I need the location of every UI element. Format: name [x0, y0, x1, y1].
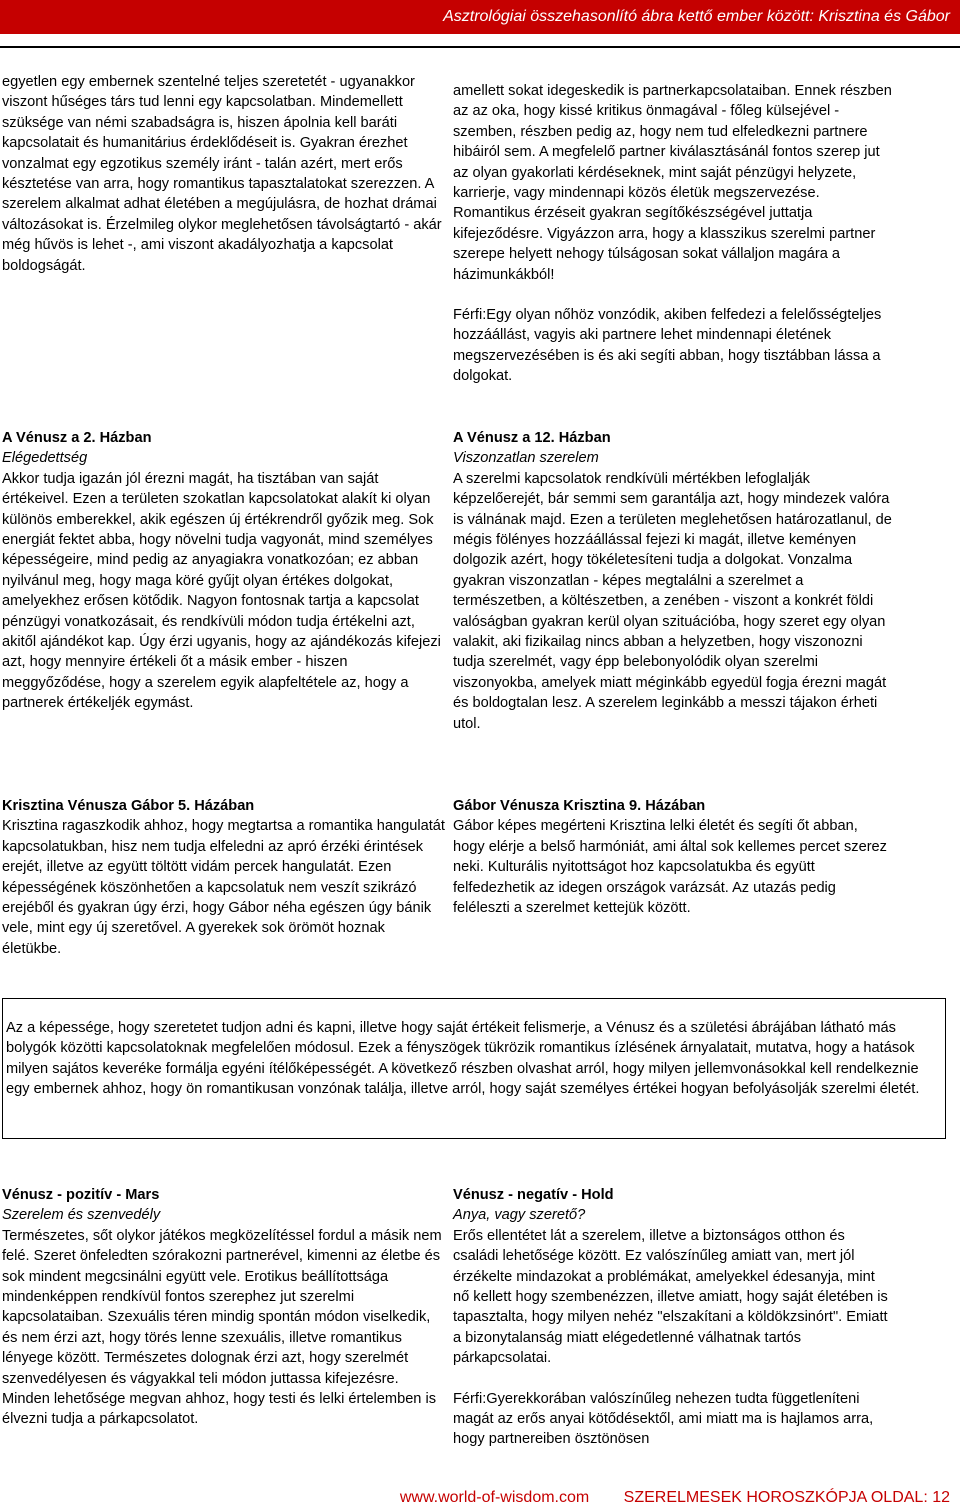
section-heading: Krisztina Vénusza Gábor 5. Házában	[2, 798, 255, 814]
left-intro-block	[2, 72, 446, 276]
section-heading: A Vénusz a 2. Házban	[2, 430, 152, 446]
section-subheading: Elégedettség	[2, 450, 88, 467]
section-heading: Gábor Vénusza Krisztina 9. Házában	[453, 798, 706, 814]
section-heading: Vénusz - pozitív - Mars	[2, 1187, 160, 1203]
venus-aspects-intro-box	[2, 998, 946, 1139]
section-heading: A Vénusz a 12. Házban	[453, 430, 611, 446]
header-divider	[0, 46, 960, 48]
right-intro-text: amellett sokat idegeskedik is partnerkapcsolataiban. Ennek részben az az oka, hogy kissé kritikus önmagával - főleg külsejével - szemben, részben pedig az, hogy nem tud elfeledkezni partnere hibáiról sem. A megfelelő partner kiválasztásánál fontos szerep jut az olyan gyakorlati kérdéseknek, mint saját pénzügyi helyzete, karrierje, vagy mindennapi közös életük megszervezése. Romantikus érzéseit gyakran segítőkészségével juttatja kifejeződésre. Vigyázzon arra, hogy a klasszikus szerelmi partner szerepe helyett nehogy túlságosan sokat vállaljon magára a házimunkákból!	[453, 83, 892, 283]
left-section-krisztina-venus	[2, 796, 446, 959]
right-section-venus-moon	[453, 1185, 893, 1450]
section-body: Természetes, sőt olykor játékos megközelítéssel fordul a másik nem felé. Szeret önfeledten szórakozni partnerével, kimenni az életbe és sok mindent megcsinálni együtt vele. Erotikus beállítottsága mindenképpen rendkívül fontos szerephez jut szerelmi kapcsolataiban. Szexuális téren mindig spontán módon viselkedik, és nem érzi azt, hogy törés lenne szexuális, illetve romantikus lényege között. Természetes dolognak érzi azt, hogy szerelmét szenvedélyesen és vágyakkal teli módon juttassa kifejezésre. Minden lehetősége megvan ahhoz, hogy testi és lelki értelemben is élvezni tudja a párkapcsolatot.	[2, 1227, 442, 1428]
section-subheading: Anya, vagy szerető?	[453, 1207, 586, 1224]
male-note: Férfi:Gyerekkorában valószínűleg nehezen tudta függetleníteni magát az erős anyai kötődésektől, ami miatt ma is hajlamos arra, hogy partnereiben ösztönösen	[453, 1390, 874, 1448]
right-intro-block	[453, 81, 893, 387]
page-footer	[400, 1488, 950, 1508]
spacer	[453, 285, 893, 305]
left-section-venus-2nd-house	[2, 428, 446, 714]
male-note: Férfi:Egy olyan nőhöz vonzódik, akiben felfedezi a felelősségteljes hozzáállást, vagyis aki partnere lehet mindennapi életének megszervezésében is és aki segíti abban, hogy tisztábban lássa a dolgokat.	[453, 307, 882, 385]
spacer	[453, 1369, 893, 1389]
section-body: Erős ellentétet lát a szerelem, illetve a biztonságos otthon és családi lehetősége között. Ez valószínűleg amiatt van, mert jól érzékelte mindazokat a problémákat, amelyekkel édesanyja, mint nő kellett hogy szembenézzen, illetve amiatt, hogy saját életében is tapasztalta, hogy milyen nehéz "elszakítani a köldökzsinórt". Emiatt a bizonytalanság miatt elégedetlenné válhatnak tartós párkapcsolatai.	[453, 1227, 888, 1367]
boxed-intro-text: Az a képessége, hogy szeretetet tudjon adni és kapni, illetve hogy saját értékeit felismerje, a Vénusz és a születési ábrájában látható más bolygók közötti kapcsolatoknak megfelelően módosul. Ezek a fényszögek tükrözik romantikus ízlésének árnyalatait, mutatva, hogy a hatások milyen sajátos keveréke formálja egyéni ítélőképességét. A következő részben olvashat arról, hogy milyen jellemvonásokkal kell rendelkeznie egy embernek ahhoz, hogy ön romantikusan vonzónak találja, illetve arról, hogy saját személyes értékei hogyan befolyásolják szerelmi életét.	[6, 1020, 920, 1098]
section-body: Krisztina ragaszkodik ahhoz, hogy megtartsa a romantika hangulatát kapcsolatukban, hisz nem tudja elfeledni az apró érzéki érintések erejét, illetve az együtt töltött vidám percek hangulatát. Ezen képességének köszönhetően a kapcsolatuk nem veszít szikrázó erejéből és gyakran úgy érzi, hogy Gábor néha egészen úgy bánik vele, mint egy új szeretővel. A gyerekek sok örömöt hoznak életükbe.	[2, 818, 445, 957]
page-header	[0, 0, 960, 34]
section-body: Gábor képes megérteni Krisztina lelki életét és segíti őt abban, hogy elérje a belső harmóniát, ami által sok kellemes percet szerez neki. Kulturális nyitottságot hoz kapcsolatukba és együtt felfedezhetik az idegen országok varázsát. Az utazás pedig feléleszti a szerelmet kettejük között.	[453, 818, 887, 917]
section-subheading: Viszonzatlan szerelem	[453, 450, 599, 467]
footer-page-label: SZERELMESEK HOROSZKÓPJA OLDAL: 12	[623, 1489, 950, 1506]
footer-website-link[interactable]: www.world-of-wisdom.com	[399, 1489, 590, 1506]
right-section-venus-12th-house	[453, 428, 893, 734]
section-subheading: Szerelem és szenvedély	[2, 1207, 161, 1224]
right-section-gabor-venus	[453, 796, 893, 918]
page-title: Asztrológiai összehasonlító ábra kettő ember között: Krisztina és Gábor	[443, 8, 950, 25]
section-body: Akkor tudja igazán jól érezni magát, ha tisztában van saját értékeivel. Ezen a területen szokatlan kapcsolatokat alakít ki olyan különös emberekkel, akik egészen új értékrendről győzik meg. Sok energiát fektet abba, hogy növelni tudja vagyonát, mind személyes képességeire, mind pedig az anyagiakra vonatkozóan; ez abban nyilvánul meg, hogy maga köré gyűjt olyan értékes dolgokat, amelyekhez erősen kötődik. Nagyon fontosnak tartja a kapcsolat pénzügyi vonatkozásait, és rendkívüli módon tudja értékelni azt, akitől ajándékot kap. Úgy érzi ugyanis, hogy az ajándékozás kifejezi azt, hogy mennyire értékeli őt a másik ember - hiszen meggyőződése, hogy a szerelem egyik alapfeltétele az, hogy a partnerek értékeljék egymást.	[2, 470, 441, 712]
section-body: A szerelmi kapcsolatok rendkívüli mértékben lefoglalják képzelőerejét, bár semmi sem garantálja azt, hogy mindezek valóra is válnának majd. Ezen a területen meglehetősen határozatlanul, de mégis fölényes hozzáállással fejezi ki magát, illetve keményen dolgozik azért, hogy tökéletesíteni tudja a dolgokat. Vonzalma gyakran viszonzatlan - képes megtalálni a szerelmet a természetben, a költészetben, a zenében - viszont a konkrét földi valóságban gyakran kerül olyan szituációba, hogy szeret egy olyan valakit, aki fizikailag nincs abban a helyzetben, hogy viszonozni tudja szerelmét, vagy épp belebonyolódik olyan szerelmi viszonyokba, amelyek miatt méginkább egyedül fogja érezni magát és boldogtalan lesz. A szerelem leginkább a messzi tájakon érheti utol.	[453, 470, 892, 732]
left-section-venus-mars	[2, 1185, 446, 1430]
left-intro-text: egyetlen egy embernek szentelné teljes szeretetét - ugyanakkor viszont hűséges társ tud lenni egy kapcsolatban. Mindemellett szüksége van némi szabadságra is, hiszen ápolnia kell baráti kapcsolatait és humanitárius érdeklődéseit is. Gyakran érezhet vonzalmat egy egzotikus személy iránt - talán azért, mert erős késztetése van arra, hogy romantikus tapasztalatokat szerezzen. A szerelem alkalmat adhat életében a megújulásra, de hozhat drámai változásokat is. Érzelmileg olykor meglehetősen távolságtartó - akár még hűvös is lehet -, ami viszont akadályozhatja a kapcsolat boldogságát.	[2, 74, 442, 274]
section-heading: Vénusz - negatív - Hold	[453, 1187, 614, 1203]
